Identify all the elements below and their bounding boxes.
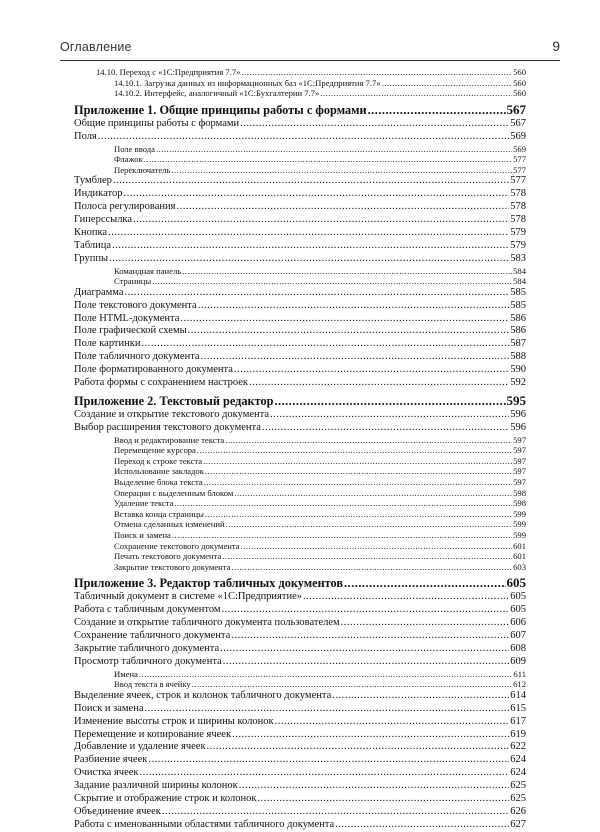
toc-entry-page: 622	[510, 741, 526, 753]
toc-entry-title: Сохранение текстового документа	[114, 540, 240, 551]
toc-entry-title: Командная панель	[114, 265, 182, 276]
dot-leader	[171, 165, 512, 176]
toc-entry	[74, 364, 526, 377]
toc-entry	[74, 240, 526, 253]
toc-entry-page: 579	[510, 239, 526, 251]
toc-entry-title: Поиск и замена	[74, 702, 144, 714]
toc-entry-title: Вставка конца страницы	[114, 508, 204, 519]
toc-entry	[74, 338, 526, 351]
toc-entry-page: 578	[510, 201, 526, 213]
toc-entry	[74, 466, 526, 477]
toc-entry-title: Создание и открытие табличного документа пользователем	[74, 617, 340, 629]
toc-entry-title: Перемещение и копирование ячеек	[74, 728, 232, 740]
toc-entry	[74, 591, 526, 604]
dot-leader	[249, 377, 509, 390]
toc-entry-page: 596	[510, 408, 526, 420]
toc-entry	[74, 435, 526, 446]
dot-leader	[222, 551, 512, 562]
toc-entry-title: Поле HTML-документа	[74, 312, 180, 324]
toc-entry-title: Работа с табличным документом	[74, 604, 221, 616]
toc-entry-title: Работа с именованными областями табличного документа	[74, 818, 335, 830]
toc-entry-title: Таблица	[74, 239, 112, 251]
toc-entry-page: 603	[513, 561, 526, 572]
toc-entry-page: 614	[510, 689, 526, 701]
toc-entry-title: Закрытие табличного документа	[74, 642, 220, 654]
dot-leader	[156, 144, 512, 155]
toc-entry-page: 605	[506, 575, 526, 591]
toc-entry	[74, 754, 526, 767]
dot-leader	[172, 530, 512, 541]
dot-leader	[223, 656, 510, 669]
toc-entry	[74, 562, 526, 573]
toc-entry	[74, 519, 526, 530]
toc-entry-page: 612	[513, 679, 526, 690]
toc-entry	[74, 118, 526, 131]
toc-entry-title: Кнопка	[74, 226, 108, 238]
toc-entry-page: 585	[510, 299, 526, 311]
toc-entry-title: Страницы	[114, 276, 152, 287]
dot-leader	[368, 102, 506, 118]
toc-entry	[74, 201, 526, 214]
toc-entry	[74, 422, 526, 435]
toc-entry-title: Приложение 2. Текстовый редактор	[74, 393, 274, 408]
toc-entry-page: 626	[510, 805, 526, 817]
toc-entry-page: 601	[513, 551, 526, 562]
dot-leader	[239, 780, 509, 793]
toc-entry	[74, 643, 526, 656]
toc-entry-title: Создание и открытие текстового документа	[74, 408, 270, 420]
running-header	[60, 38, 560, 61]
toc-entry-page: 601	[513, 540, 526, 551]
dot-leader	[197, 445, 512, 456]
toc-entry-title: Задание различной ширины колонок	[74, 780, 238, 792]
dot-leader	[162, 806, 509, 819]
dot-leader	[204, 477, 512, 488]
toc-entry-title: Поле текстового документа	[74, 299, 197, 311]
toc-entry-title: Поля	[74, 130, 97, 142]
toc-entry	[74, 325, 526, 338]
toc-entry-title: Флажок	[114, 154, 143, 165]
dot-leader	[198, 300, 510, 313]
toc-entry	[74, 819, 526, 832]
toc-entry-title: Приложение 1. Общие принципы работы с формами	[74, 102, 367, 117]
toc-entry-page: 592	[510, 377, 526, 388]
toc-entry-page: 617	[510, 715, 526, 727]
toc-entry-page: 605	[510, 604, 526, 616]
toc-entry-page: 560	[513, 88, 526, 99]
dot-leader	[382, 78, 512, 89]
dot-leader	[152, 276, 512, 287]
dot-leader	[203, 456, 512, 467]
dot-leader	[192, 679, 512, 690]
toc-entry	[74, 154, 526, 165]
toc-entry-page: 627	[510, 818, 526, 830]
toc-entry	[74, 227, 526, 240]
toc-entry-title: Печать текстового документа	[114, 551, 222, 562]
toc-entry-title: Удаление текста	[114, 498, 174, 509]
toc-entry-page: 599	[513, 508, 526, 519]
toc-entry-page: 583	[510, 252, 526, 264]
toc-entry	[74, 175, 526, 188]
toc-entry	[74, 780, 526, 793]
toc-entry	[74, 669, 526, 680]
toc-entry-title: Выделение блока текста	[114, 477, 203, 488]
toc-entry-title: Операции с выделенным блоком	[114, 487, 234, 498]
toc-entry-page: 595	[506, 392, 526, 408]
toc-entry-title: Поле форматированного документа	[74, 364, 233, 376]
dot-leader	[98, 131, 509, 144]
toc-entry-page: 577	[510, 175, 526, 187]
toc-entry	[74, 276, 526, 287]
dot-leader	[231, 562, 512, 573]
dot-leader	[222, 604, 510, 617]
dot-leader	[225, 435, 512, 446]
toc-entry-page: 624	[510, 767, 526, 779]
toc-entry	[74, 716, 526, 729]
toc-entry	[74, 377, 526, 390]
dot-leader	[234, 488, 512, 499]
toc-entry	[74, 253, 526, 266]
dot-leader	[344, 575, 505, 591]
toc-entry-page: 597	[513, 455, 526, 466]
dot-leader	[332, 690, 509, 703]
toc-entry-title: Объединение ячеек	[74, 805, 161, 817]
toc-entry-page: 598	[513, 498, 526, 509]
toc-entry	[74, 78, 526, 89]
toc-entry	[74, 498, 526, 509]
toc-entry-title: Выделение ячеек, строк и колонок табличного документа	[74, 689, 332, 701]
toc-entry	[74, 188, 526, 201]
toc-entry	[74, 509, 526, 520]
toc-entry-title: Приложение 3. Редактор табличных документов	[74, 576, 344, 591]
toc-entry-page: 597	[513, 477, 526, 488]
toc-entry-page: 584	[513, 265, 526, 276]
toc-entry-page: 609	[510, 655, 526, 667]
toc-entry-title: Очистка ячеек	[74, 767, 139, 779]
toc-entry	[74, 456, 526, 467]
toc-entry-title: 14.10. Переход с «1С:Предприятия 7.7»	[96, 67, 241, 77]
toc-entry	[74, 729, 526, 742]
toc-entry-page: 605	[510, 591, 526, 603]
toc-entry	[74, 604, 526, 617]
toc-entry-title: Выбор расширения текстового документа	[74, 421, 261, 433]
toc-entry-title: Индикатор	[74, 188, 123, 200]
dot-leader	[270, 409, 509, 422]
toc-entry-page: 625	[510, 793, 526, 805]
toc-entry-page: 597	[513, 445, 526, 456]
toc-entry-title: Ввод и редактирование текста	[114, 434, 225, 445]
toc-entry-page: 578	[510, 214, 526, 226]
dot-leader	[241, 67, 512, 78]
toc-entry-title: Переход к строке текста	[114, 455, 203, 466]
toc-entry-page: 588	[510, 351, 526, 363]
dot-leader	[275, 716, 510, 729]
toc-entry-page: 560	[513, 67, 526, 77]
dot-leader	[144, 154, 512, 165]
toc-entry	[74, 300, 526, 313]
toc-entry-title: Имена	[114, 668, 138, 679]
toc-entry-title: 14.10.1. Загрузка данных из информационных баз «1С:Предприятия 7.7»	[114, 77, 381, 88]
dot-leader	[234, 364, 509, 377]
toc-entry	[74, 445, 526, 456]
toc-entry-title: Группы	[74, 252, 109, 264]
toc-appendix-heading	[74, 575, 526, 591]
dot-leader	[226, 519, 512, 530]
toc-entry	[74, 165, 526, 176]
toc-entry	[74, 88, 526, 99]
toc-entry	[74, 767, 526, 780]
toc-entry-title: Гиперссылка	[74, 214, 133, 226]
toc-entry	[74, 703, 526, 716]
toc-entry-title: Поле картинки	[74, 338, 141, 350]
dot-leader	[303, 591, 509, 604]
dot-leader	[205, 509, 512, 520]
toc-entry-title: Разбиение ячеек	[74, 754, 148, 766]
toc-entry-page: 585	[510, 286, 526, 298]
toc-entry-page: 611	[513, 668, 526, 679]
dot-leader	[112, 240, 509, 253]
toc-entry	[74, 488, 526, 499]
toc-entry	[74, 67, 526, 78]
toc-entry	[74, 806, 526, 819]
toc-entry-page: 598	[513, 487, 526, 498]
toc-entry-page: 608	[510, 642, 526, 654]
toc-entry-title: Ввод текста в ячейку	[114, 679, 191, 690]
dot-leader	[180, 313, 509, 326]
table-of-contents	[74, 67, 526, 832]
toc-entry-page: 577	[513, 154, 526, 165]
dot-leader	[232, 729, 509, 742]
toc-entry	[74, 266, 526, 277]
toc-entry-title: 14.10.2. Интерфейс, аналогичный «1С:Бухгалтерии 7.7»	[114, 88, 320, 99]
toc-entry	[74, 551, 526, 562]
toc-entry	[74, 630, 526, 643]
toc-entry-title: Общие принципы работы с формами	[74, 117, 240, 129]
toc-entry	[74, 541, 526, 552]
toc-entry	[74, 477, 526, 488]
toc-entry-title: Изменение высоты строк и ширины колонок	[74, 715, 274, 727]
toc-entry	[74, 679, 526, 690]
toc-entry-page: 569	[513, 143, 526, 154]
dot-leader	[274, 393, 505, 409]
toc-entry-title: Работа формы с сохранением настроек	[74, 377, 249, 388]
dot-leader	[207, 741, 510, 754]
dot-leader	[220, 643, 509, 656]
dot-leader	[341, 617, 510, 630]
dot-leader	[139, 669, 513, 680]
toc-entry	[74, 690, 526, 703]
toc-entry-title: Перемещение курсора	[114, 445, 196, 456]
toc-entry-page: 599	[513, 530, 526, 541]
dot-leader	[205, 466, 512, 477]
toc-entry-page: 597	[513, 434, 526, 445]
toc-entry-page: 567	[506, 101, 526, 117]
dot-leader	[108, 227, 509, 240]
toc-entry-page: 599	[513, 519, 526, 530]
dot-leader	[182, 266, 512, 277]
toc-entry	[74, 131, 526, 144]
toc-entry-title: Полоса регулирования	[74, 201, 176, 213]
toc-entry	[74, 287, 526, 300]
toc-entry-page: 624	[510, 754, 526, 766]
toc-entry-title: Просмотр табличного документа	[74, 655, 222, 667]
toc-entry-page: 569	[510, 130, 526, 142]
dot-leader	[140, 767, 510, 780]
toc-entry-title: Добавление и удаление ячеек	[74, 741, 206, 753]
page-number: 9	[552, 38, 560, 54]
toc-entry-title: Закрытие текстового документа	[114, 561, 231, 572]
dot-leader	[231, 630, 509, 643]
dot-leader	[241, 541, 513, 552]
toc-entry	[74, 793, 526, 806]
dot-leader	[320, 88, 512, 99]
toc-entry-page: 607	[510, 630, 526, 642]
toc-entry	[74, 409, 526, 422]
toc-entry	[74, 351, 526, 364]
toc-entry-title: Поле графической схемы	[74, 325, 187, 337]
toc-entry-title: Поле табличного документа	[74, 351, 200, 363]
dot-leader	[141, 338, 509, 351]
dot-leader	[133, 214, 509, 227]
dot-leader	[148, 754, 509, 767]
toc-entry	[74, 530, 526, 541]
toc-entry-page: 577	[513, 164, 526, 175]
toc-entry-page: 579	[510, 226, 526, 238]
toc-entry-page: 584	[513, 276, 526, 287]
dot-leader	[123, 188, 509, 201]
toc-entry	[74, 617, 526, 630]
toc-entry-title: Отмена сделанных изменений	[114, 519, 225, 530]
dot-leader	[240, 118, 509, 131]
toc-entry-title: Табличный документ в системе «1С:Предприятие»	[74, 591, 303, 603]
toc-entry-page: 606	[510, 617, 526, 629]
toc-appendix-heading	[74, 393, 526, 409]
toc-entry	[74, 741, 526, 754]
dot-leader	[144, 703, 509, 716]
toc-entry-title: Тумблер	[74, 175, 112, 187]
header-title: Оглавление	[60, 40, 132, 54]
toc-entry-page: 590	[510, 364, 526, 376]
toc-entry-title: Скрытие и отображение строк и колонок	[74, 793, 257, 805]
toc-entry	[74, 313, 526, 326]
dot-leader	[125, 287, 510, 300]
toc-entry	[74, 144, 526, 155]
dot-leader	[188, 325, 510, 338]
dot-leader	[335, 819, 509, 832]
dot-leader	[262, 422, 509, 435]
toc-entry-page: 586	[510, 325, 526, 337]
toc-entry-page: 586	[510, 312, 526, 324]
dot-leader	[201, 351, 510, 364]
toc-entry-page: 560	[513, 77, 526, 88]
dot-leader	[176, 201, 509, 214]
toc-entry-page: 625	[510, 780, 526, 792]
toc-entry-page: 615	[510, 702, 526, 714]
toc-entry-title: Поиск и замена	[114, 530, 171, 541]
dot-leader	[258, 793, 510, 806]
toc-entry-title: Переключатель	[114, 164, 171, 175]
toc-entry-page: 597	[513, 466, 526, 477]
toc-entry-title: Использование закладок	[114, 466, 204, 477]
toc-entry-page: 567	[510, 117, 526, 129]
toc-entry-page: 619	[510, 728, 526, 740]
dot-leader	[109, 253, 509, 266]
toc-entry	[74, 656, 526, 669]
toc-entry-title: Поле ввода	[114, 143, 155, 154]
toc-appendix-heading	[74, 102, 526, 118]
dot-leader	[113, 175, 509, 188]
dot-leader	[174, 498, 512, 509]
toc-entry-title: Диаграмма	[74, 286, 124, 298]
toc-entry	[74, 214, 526, 227]
toc-entry-page: 587	[510, 338, 526, 350]
toc-entry-page: 596	[510, 421, 526, 433]
toc-entry-page: 578	[510, 188, 526, 200]
toc-entry-title: Сохранение табличного документа	[74, 630, 231, 642]
